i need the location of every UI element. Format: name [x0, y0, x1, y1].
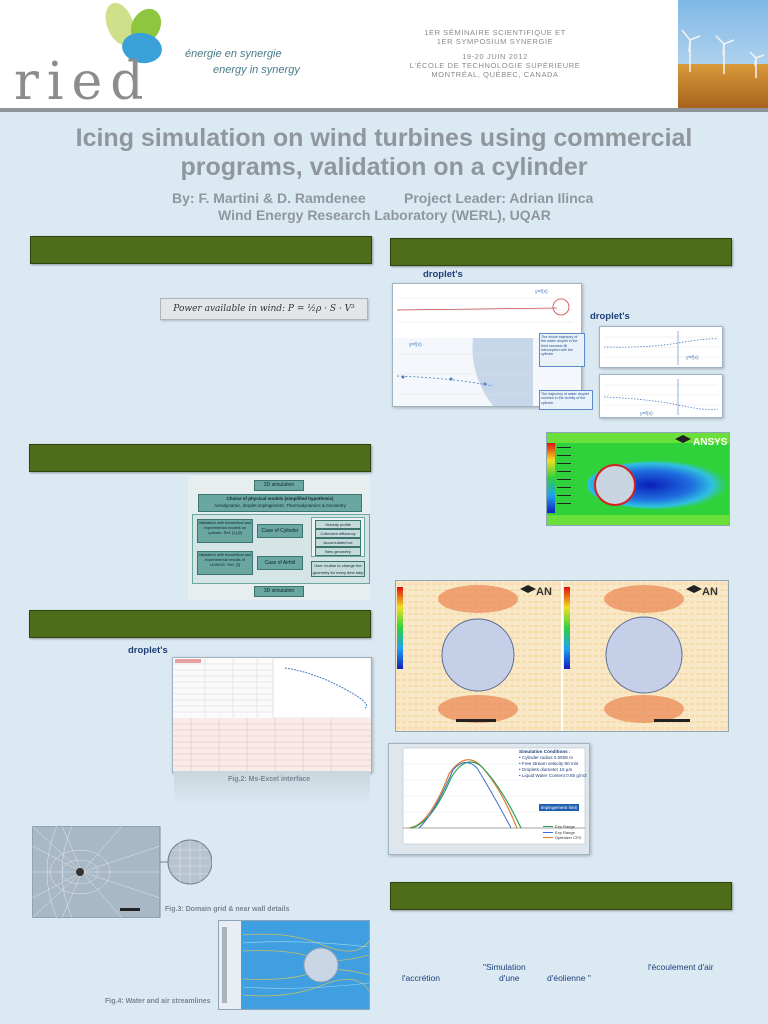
trajectory-note2: The trajectory of water droplet zoomed in the vicinity of the cylinder: [539, 390, 593, 410]
event-line: MONTRÉAL, QUÉBEC, CANADA: [431, 70, 559, 79]
lab-name: Wind Energy Research Laboratory (WERL), UQAR: [218, 207, 551, 223]
ansys-logo: AN: [536, 586, 552, 598]
trajectory-note1: The whole trajectory of the water droplet in the third scenario till interception with the cylinder: [539, 333, 585, 367]
domain-grid-image: [32, 826, 212, 918]
mesh-graphic: [32, 826, 212, 918]
power-equation: Power available in wind: P = ½ρ · S · V³: [160, 298, 368, 320]
project-leader: Project Leader: Adrian Ilinca: [404, 190, 594, 206]
zoom-graphic2: [600, 375, 722, 417]
methodology-flowchart: [188, 476, 370, 600]
simulation-conditions: [519, 749, 587, 779]
event-info: [380, 28, 610, 79]
flow-step: Collection efficiency: [315, 529, 361, 538]
ansys-logo: AN: [702, 586, 718, 598]
volume-fraction-contour: [546, 432, 730, 526]
collection-efficiency-chart: [388, 743, 590, 855]
flow-physical-models-sub: Aerodynamic, droplet impingement, Thermodynamics & Geometry: [214, 503, 346, 508]
fig2-caption: Fig.2: Ms-Excel interface: [228, 776, 311, 783]
excel-interface-image: [172, 657, 372, 773]
section-bar-conclusion: [390, 882, 732, 910]
title-line: Icing simulation on wind turbines using commercial: [75, 124, 693, 152]
streamlines-image: [218, 920, 370, 1010]
event-line: 1ER SÉMINAIRE SCIENTIFIQUE ET: [424, 28, 566, 37]
droplet-label-left: droplet's: [128, 645, 168, 656]
poster-title: [40, 124, 728, 182]
authors: By: F. Martini & D. Ramdenee: [172, 190, 366, 206]
contour-graphic: [547, 433, 729, 525]
zoom-graphic1: [600, 327, 722, 367]
flow-step: Velocity profile: [315, 520, 361, 529]
section-bar-methodology: [29, 444, 371, 472]
trajectory-zoom-plot2: [599, 374, 723, 418]
tagline-en: energy in synergy: [213, 64, 300, 76]
fig4-caption: Fig.4: Water and air streamlines: [105, 998, 211, 1005]
flow-user-routine: User routine to change the geometry for every time step: [312, 563, 364, 575]
yfx-label: y=f(x): [535, 289, 548, 295]
excel-sheet-graphic: [173, 658, 371, 772]
flow-3d-simulation: 3D simulation: [254, 586, 304, 597]
flow-physical-models-title: Choice of physical models (simplified hypothesis): [226, 496, 334, 501]
legend-item: [543, 835, 581, 841]
event-line: 1ER SYMPOSIUM SYNERGIE: [436, 37, 554, 46]
condition-line: • Droplets diameter 16 µm: [519, 767, 573, 772]
flow-val-cylinder: Validation with theoretical and experimental models on cylinder. Ref. [1],[2]: [197, 519, 253, 543]
yfx-label: y=f(x): [409, 342, 422, 348]
conclusion-text: l'accrétion: [402, 973, 441, 983]
flow-2d-simulation: 2D simulation: [254, 480, 304, 491]
impingement-limit-label: impingement limit: [541, 805, 577, 810]
tagline-fr: énergie en synergie: [185, 48, 282, 60]
flow-val-airfoil: Validation with theoretical and experimental results of LEWICE. Ref. [3]: [197, 551, 253, 575]
conclusion-text: "Simulation: [483, 962, 526, 972]
legend-label: Optimizer CFD: [555, 835, 582, 840]
ansys-logo: ANSYS: [693, 437, 728, 448]
condition-line: • Liquid Water Content 0.55 g/m3: [519, 773, 587, 778]
conditions-heading: Simulation Conditions :: [519, 749, 571, 754]
droplet-label-right1: droplet's: [423, 269, 463, 280]
velocity-field-images: [395, 580, 729, 732]
yfx-label: y=f(x): [640, 411, 653, 417]
flow-case-airfoil: Case of Airfoil: [257, 556, 303, 570]
streamlines-graphic: [219, 921, 369, 1009]
trajectory-zoom-plot1: [599, 326, 723, 368]
velocity-graphic: [396, 581, 728, 731]
flow-case-cylinder: Case of Cylinder: [257, 524, 303, 538]
event-line: L'ÉCOLE DE TECHNOLOGIE SUPÉRIEURE: [409, 61, 581, 70]
section-bar-trajectory: [390, 238, 732, 266]
condition-line: • Cylinder radius 0.0508 m: [519, 755, 573, 760]
conclusion-text: d'une: [499, 973, 520, 983]
section-bar-introduction: [30, 236, 372, 264]
title-line: programs, validation on a cylinder: [180, 153, 588, 181]
chart-legend: [543, 824, 581, 841]
ried-logo-text: ried: [14, 52, 152, 112]
conclusion-text: l'écoulement d'air: [648, 962, 714, 972]
flow-step: New geometry: [315, 547, 361, 556]
flow-physical-models: [198, 494, 362, 512]
legend-label: Exp Range: [555, 824, 575, 829]
event-line: 19-20 JUIN 2012: [462, 52, 528, 61]
condition-line: • Free stream velocity 80 m/s: [519, 761, 579, 766]
legend-label: Exp Range: [555, 829, 575, 835]
section-bar-tools: [29, 610, 371, 638]
flow-steps-box: [311, 517, 365, 557]
wind-turbine-photo: [678, 0, 768, 108]
conclusion-text: d'éolienne ": [547, 973, 591, 983]
droplet-label-right2: droplet's: [590, 311, 630, 322]
fig3-caption: Fig.3: Domain grid & near wall details: [165, 906, 290, 913]
flow-validation-group: [192, 514, 370, 584]
yfx-label: y=f(x): [686, 355, 699, 361]
flow-step: Accumulated ice: [315, 538, 361, 547]
